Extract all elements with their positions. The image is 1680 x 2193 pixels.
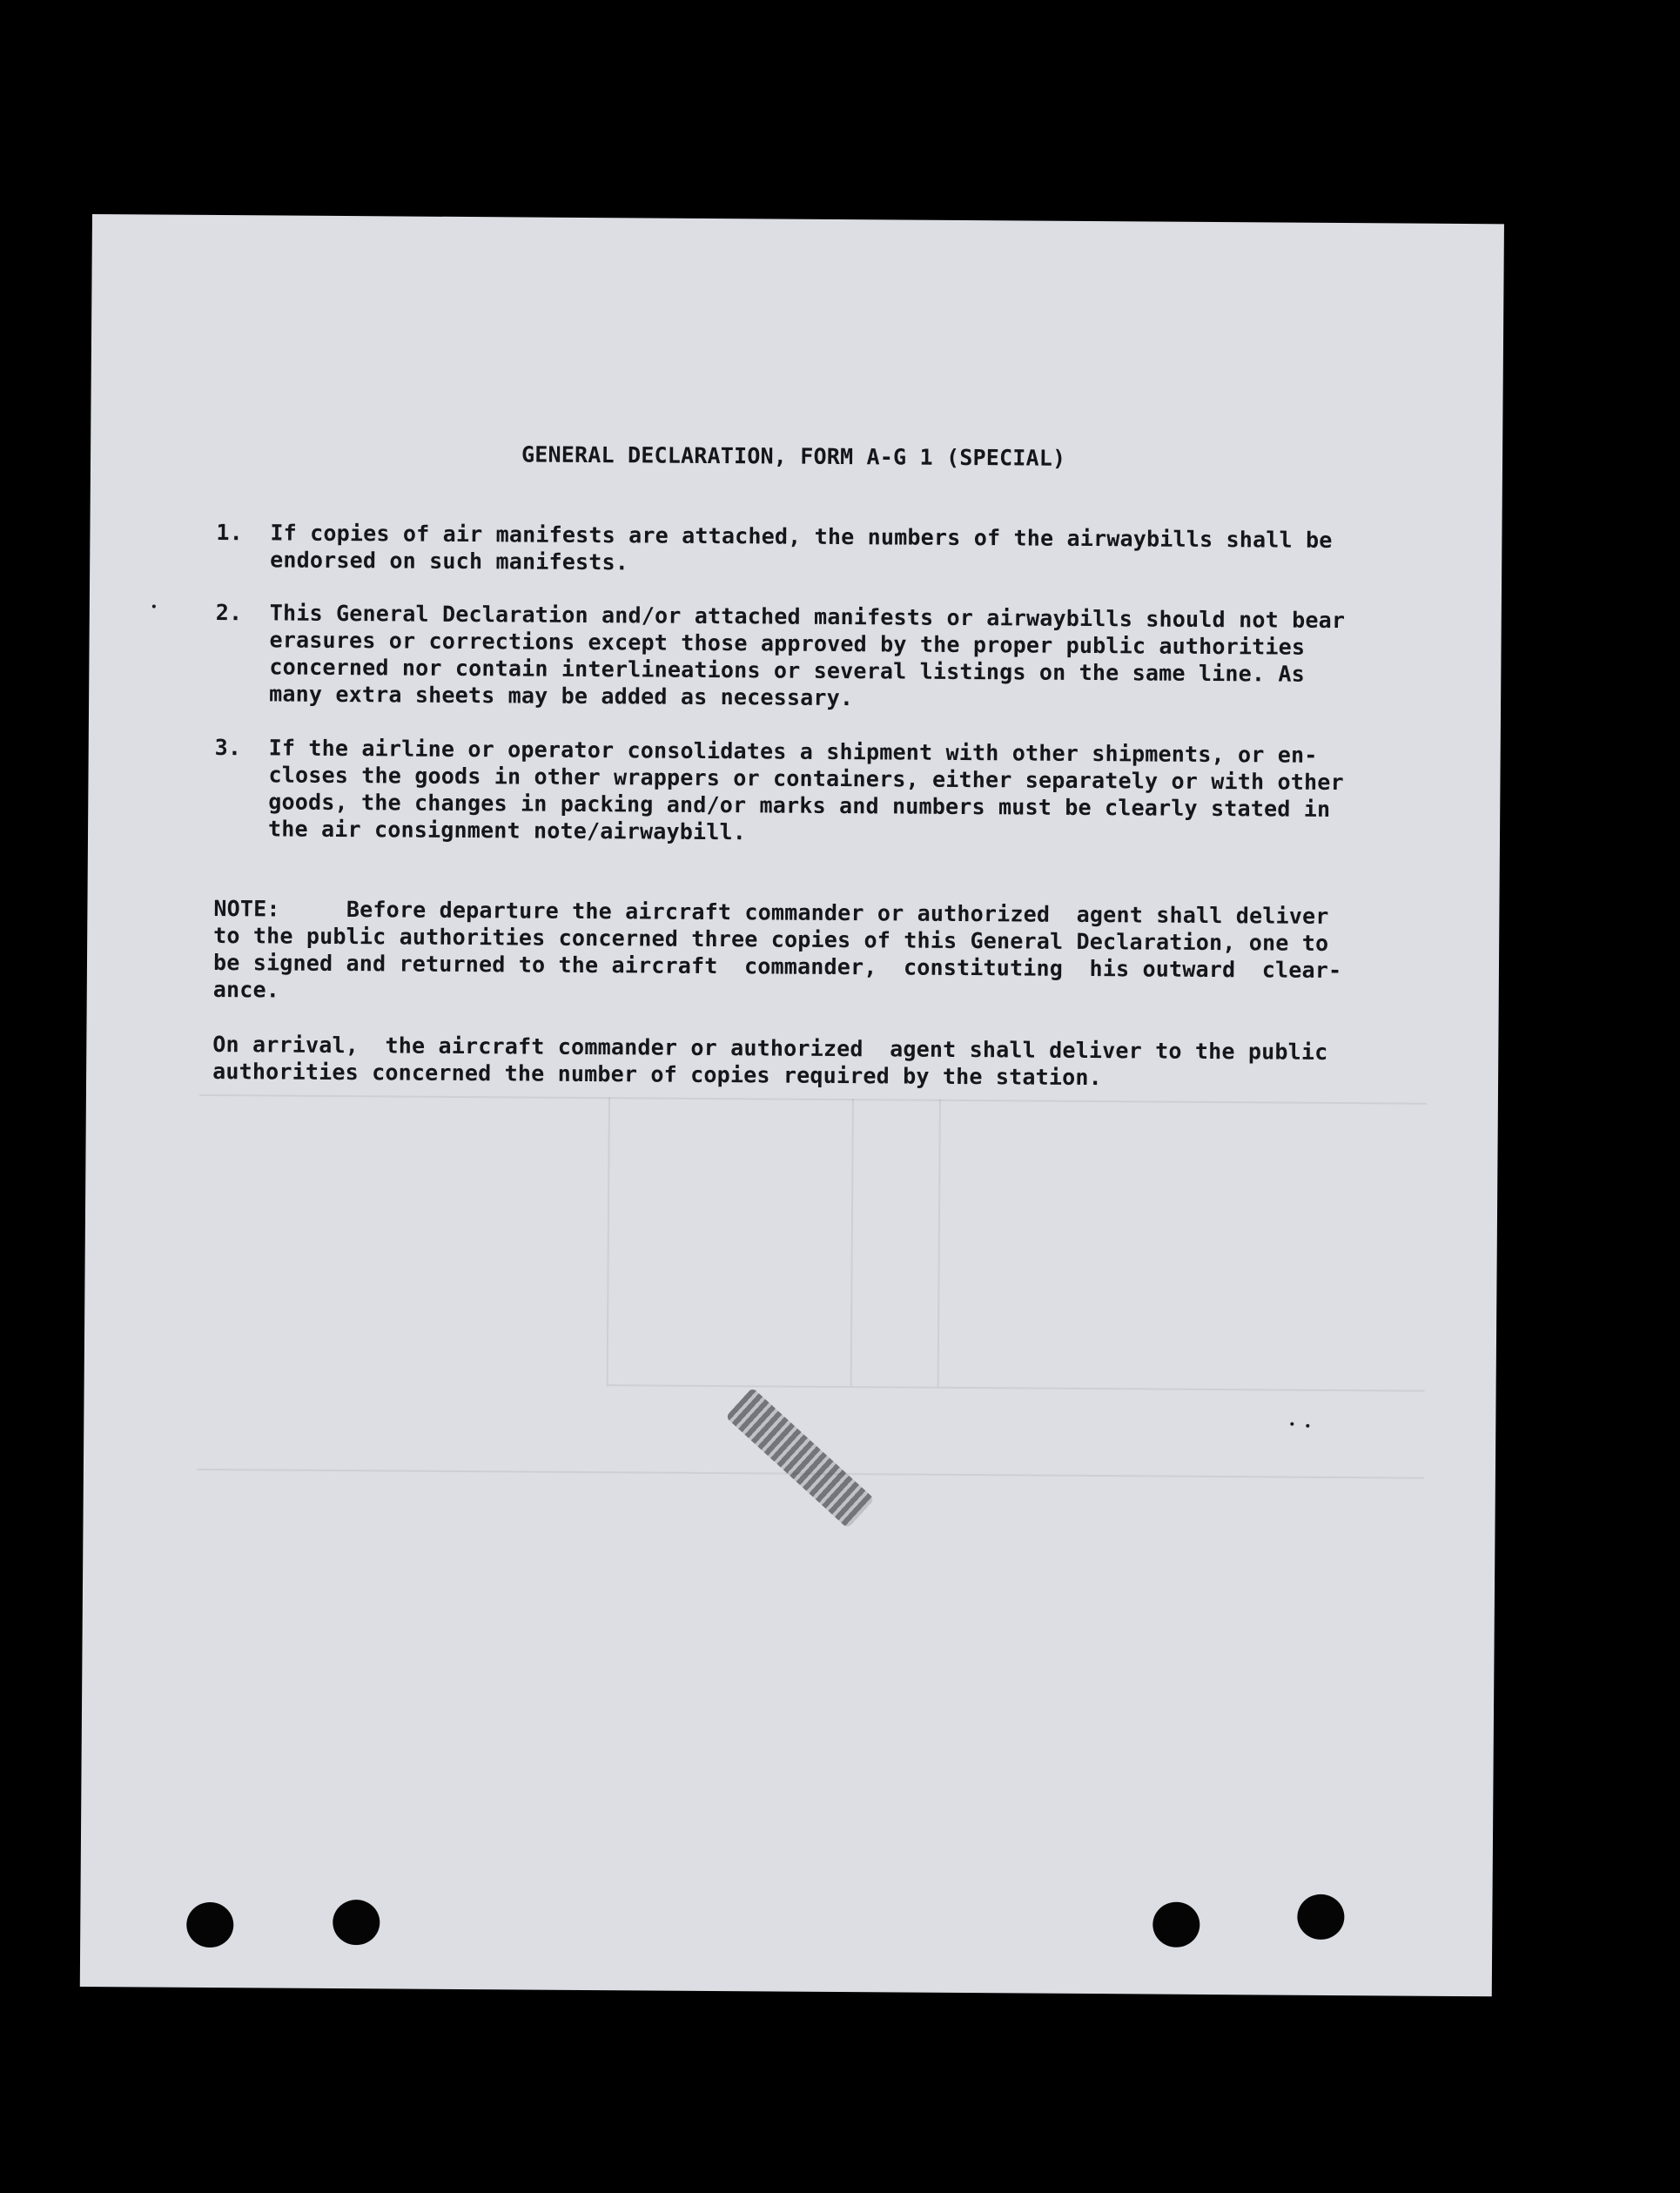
item-line: If the airline or operator consolidates a shipment with other shipments, or en- — [268, 735, 1318, 768]
note-paragraph — [212, 895, 1381, 1003]
item-line: concerned nor contain interlineations or several listings on the same line. As — [269, 654, 1306, 687]
document-title: GENERAL DECLARATION, FORM A-G 1 (SPECIAL) — [521, 441, 1066, 471]
show-through-rule — [607, 1384, 1425, 1392]
list-item — [216, 520, 1383, 575]
show-through-rule — [850, 1099, 854, 1386]
note-line: to the public authorities concerned three copies of this General Declaration, one to — [213, 922, 1329, 956]
speck-mark — [1290, 1423, 1294, 1426]
item-line: the air consignment note/airwaybill. — [267, 816, 747, 845]
item-line: endorsed on such manifests. — [270, 547, 629, 575]
note-line: be signed and returned to the aircraft commander, constituting his outward clear- — [212, 949, 1342, 984]
note-line: NOTE: Before departure the aircraft commander or authorized agent shall deliver — [213, 895, 1329, 929]
item-number: 3. — [214, 734, 242, 761]
item-line: goods, the changes in packing and/or marks and numbers must be clearly stated in — [268, 789, 1331, 822]
show-through-text — [431, 252, 440, 286]
show-through-rule — [937, 1100, 941, 1387]
list-item — [214, 734, 1381, 845]
item-number: 1. — [216, 520, 244, 546]
item-line: This General Declaration and/or attached manifests or airwaybills should not bear — [269, 600, 1346, 634]
item-line: erasures or corrections except those approved by the proper public authorities — [269, 627, 1306, 660]
item-number: 2. — [215, 600, 243, 626]
punch-hole — [186, 1902, 233, 1947]
item-line: closes the goods in other wrappers or containers, either separately or with other — [268, 762, 1344, 796]
document-page — [80, 214, 1504, 1996]
speck-mark — [152, 604, 156, 608]
list-item — [215, 600, 1382, 711]
document-body — [212, 215, 1385, 1091]
stamp-mark — [725, 1388, 874, 1529]
arrival-line: On arrival, the aircraft commander or authorized agent shall deliver to the public — [212, 1031, 1328, 1065]
arrival-paragraph — [212, 1031, 1379, 1091]
punch-hole — [333, 1900, 380, 1945]
show-through-rule — [607, 1097, 610, 1384]
punch-hole — [1152, 1902, 1200, 1947]
note-line: ance. — [212, 976, 280, 1003]
arrival-line: authorities concerned the number of copies required by the station. — [212, 1058, 1103, 1091]
item-line: If copies of air manifests are attached, the numbers of the airwaybills shall be — [270, 520, 1333, 553]
show-through-rule — [199, 1094, 1427, 1105]
speck-mark — [1306, 1424, 1309, 1428]
punch-hole — [1297, 1894, 1344, 1940]
item-line: many extra sheets may be added as necessary. — [269, 681, 854, 711]
